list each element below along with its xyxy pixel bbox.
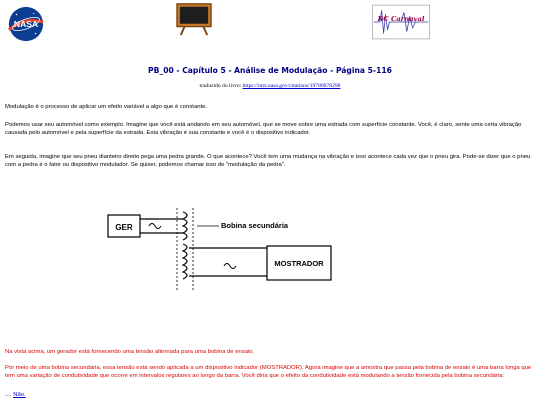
answer-line [5,392,26,398]
nasa-logo [7,5,45,43]
intro-paragraph: Modulação é o processo de aplicar um efeito variável a algo que é constante. [5,104,208,110]
test-coil [183,212,187,240]
secondary-coil-label: Bobina secundária [221,221,289,230]
circuit-diagram [107,208,343,290]
answer-prefix: .... [5,392,14,398]
ac-source-icon [149,224,161,229]
display-label: MOSTRADOR [274,259,324,268]
secondary-coil [183,244,187,279]
generator-label: GER [115,223,133,232]
source-link[interactable]: https://ntrs.nasa.gov/citations/19780078298 [242,83,341,89]
blackboard-icon [175,2,213,36]
stone-example-paragraph: Em seguida, imagine que seu pneu dianteiro direito pega uma pedra grande. O que acontece? Você tem uma mudança na vibração e isso acontece cada vez que o pneu gira. Pode-se dizer que o pneu com a pedra é o fator ou dispositivo modulador. Se quiser, podemos chamar isso de "modulação da pedra". [5,154,531,169]
svg-text:RC Carnaval: RC Carnaval [377,15,425,24]
generator-paragraph: Na vista acima, um gerador está fornecendo uma tensão alternada para uma bobina de ensaio. [5,349,255,355]
question-paragraph: Por meio de uma bobina secundária, essa tensão está sendo aplicada a um dispositivo indicador (MOSTRADOR). Agora imagine que a amostra que passa pela bobina de ensaio é uma barra longa que tem uma variação de condutividade que ocorre em intervalos regulares ao longo da barra. Você diria que o efeito da condutividade está modulando a tensão fornecida pela bobina secundária: [5,365,532,380]
rc-carnaval-logo [372,4,430,40]
answer-link[interactable]: Não. [13,392,26,398]
translated-from-line [0,83,540,89]
page-title: PB_00 - Capítulo 5 - Análise de Modulação - Página 5-116 [148,66,392,75]
car-example-paragraph: Podemos usar seu automóvel como exemplo. Imagine que você está andando em seu automóvel, que se move sobre uma estrada com superfície constante. Você, é claro, sente uma certa vibração causada pelo automóvel e pela superfície da estrada. Esta vibração é sua constante e você é o dispositivo indicador. [5,122,522,137]
translated-prefix: traduzido do livro: [199,83,243,89]
svg-text:NASA: NASA [13,18,39,29]
